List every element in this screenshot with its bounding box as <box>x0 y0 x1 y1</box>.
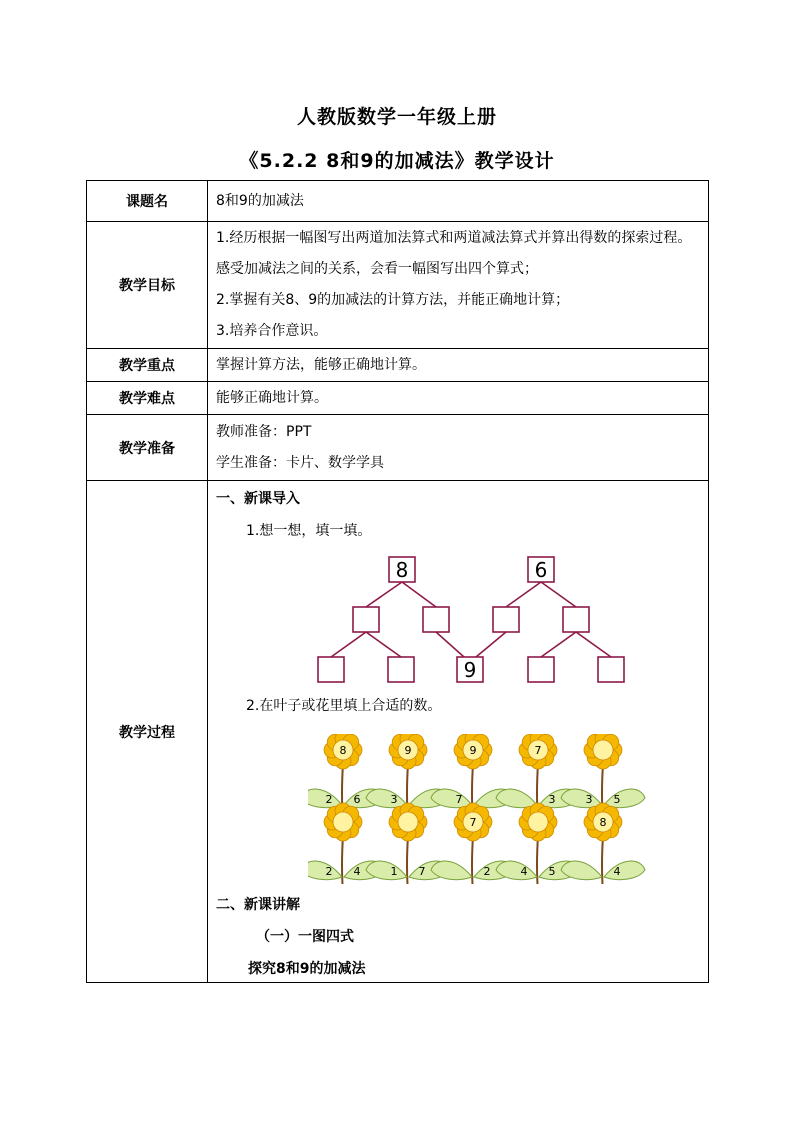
tree-box-bottom-2[interactable] <box>388 657 414 682</box>
table-row <box>87 415 709 481</box>
subsection-heading-1: （一）一图四式 <box>256 928 354 945</box>
table-row <box>87 382 709 415</box>
section-heading-2: 二、新课讲解 <box>216 896 300 913</box>
page-title: 人教版数学一年级上册 <box>296 106 497 128</box>
tree-number-left-top: 8 <box>395 557 409 582</box>
student-prep: 学生准备：卡片、数学学具 <box>216 454 384 471</box>
left-leaf-number: 2 <box>325 864 333 878</box>
objective-2: 2.掌握有关8、9的加减法的计算方法，并能正确地计算； <box>216 292 570 308</box>
right-leaf-number: 5 <box>613 792 621 806</box>
row-label-difficulties: 教学难点 <box>87 382 208 415</box>
table-row <box>87 481 709 983</box>
flower-center[interactable] <box>593 740 613 760</box>
tree-box-right-mid-1[interactable] <box>493 607 519 632</box>
table-row <box>87 349 709 382</box>
row-value-preparation <box>208 415 709 481</box>
row-value-difficulties <box>208 382 709 415</box>
question-2: 2.在叶子或花里填上合适的数。 <box>246 697 442 714</box>
right-leaf-number: 7 <box>418 864 426 878</box>
flower-center-number: 7 <box>469 815 477 829</box>
teacher-prep: 教师准备：PPT <box>216 423 312 440</box>
tree-box-bottom-1[interactable] <box>318 657 344 682</box>
tree-box-right-mid-2[interactable] <box>563 607 589 632</box>
table-row <box>87 222 709 349</box>
row-value-key-points <box>208 349 709 382</box>
row-label-key-points: 教学重点 <box>87 349 208 382</box>
right-leaf-number: 5 <box>548 864 556 878</box>
row-label-topic: 课题名 <box>87 181 208 222</box>
tree-box-left-mid-2[interactable] <box>423 607 449 632</box>
row-label-process: 教学过程 <box>87 481 208 983</box>
question-1: 1.想一想，填一填。 <box>246 522 372 539</box>
lesson-plan-table <box>86 180 709 983</box>
flower-center-number: 9 <box>404 743 412 757</box>
flower-center-number: 8 <box>339 743 347 757</box>
flower-center-number: 9 <box>469 743 477 757</box>
flower-center-number: 7 <box>534 743 542 757</box>
row-value-topic <box>208 181 709 222</box>
number-tree-diagram <box>316 554 646 694</box>
left-leaf-number: 2 <box>325 792 333 806</box>
left-leaf-number: 3 <box>585 792 593 806</box>
flower-row2-5 <box>561 803 645 884</box>
tree-number-middle-bottom: 9 <box>463 657 477 682</box>
subsection-heading-2: 探究8和9的加减法 <box>248 960 366 977</box>
right-leaf-number: 6 <box>353 792 361 806</box>
right-leaf-number: 2 <box>483 864 491 878</box>
right-leaf-number: 4 <box>353 864 361 878</box>
row-value-process <box>208 481 709 983</box>
tree-number-right-top: 6 <box>534 557 548 582</box>
right-leaf[interactable] <box>604 861 645 880</box>
table-row <box>87 181 709 222</box>
flower-center[interactable] <box>528 812 548 832</box>
difficulties-text: 能够正确地计算。 <box>216 389 328 406</box>
objective-3: 3.培养合作意识。 <box>216 323 328 339</box>
row-label-objectives: 教学目标 <box>87 222 208 349</box>
right-leaf-number: 3 <box>548 792 556 806</box>
tree-box-left-mid-1[interactable] <box>353 607 379 632</box>
left-leaf-number: 1 <box>390 864 398 878</box>
flower-center[interactable] <box>398 812 418 832</box>
objective-1: 1.经历根据一幅图写出两道加法算式和两道减法算式并算出得数的探索过程。感受加减法之间的关系，会看一幅图写出四个算式； <box>216 230 692 277</box>
row-label-preparation: 教学准备 <box>87 415 208 481</box>
flower-center-number: 8 <box>599 815 607 829</box>
section-heading-1: 一、新课导入 <box>216 490 300 507</box>
right-leaf-number: 4 <box>613 864 621 878</box>
left-leaf-number: 3 <box>390 792 398 806</box>
page-subtitle: 《5.2.2 8和9的加减法》教学设计 <box>239 150 555 172</box>
left-leaf-number: 7 <box>455 792 463 806</box>
tree-box-bottom-4[interactable] <box>528 657 554 682</box>
process-content <box>208 482 708 982</box>
left-leaf-number: 4 <box>520 864 528 878</box>
key-points-text: 掌握计算方法，能够正确地计算。 <box>216 356 426 373</box>
topic-text: 8和9的加减法 <box>216 192 304 209</box>
right-leaf[interactable] <box>604 789 645 808</box>
flower-exercise-grid <box>308 734 648 884</box>
tree-box-bottom-5[interactable] <box>598 657 624 682</box>
row-value-objectives <box>208 222 709 349</box>
flower-center[interactable] <box>333 812 353 832</box>
